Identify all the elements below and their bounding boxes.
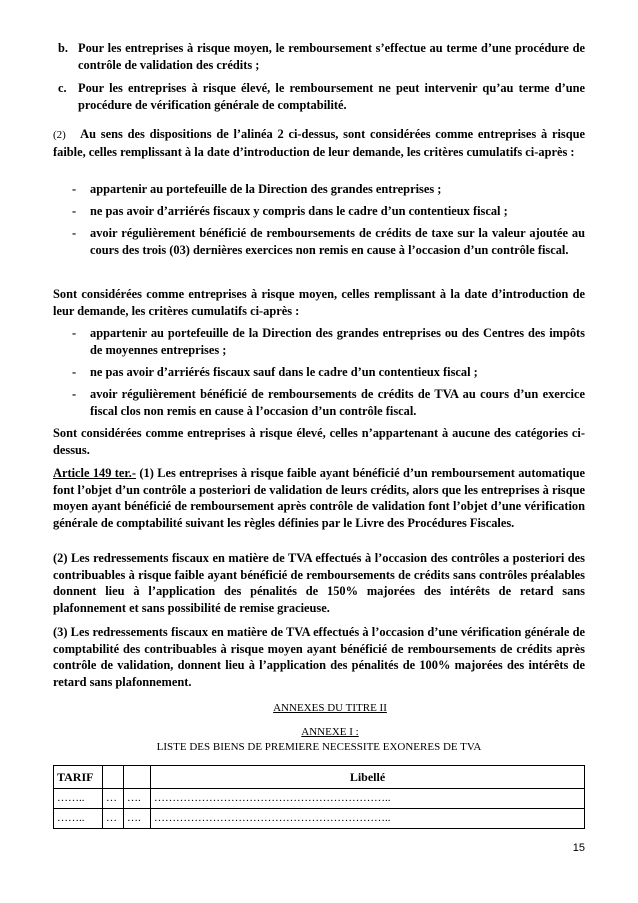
item-text: Pour les entreprises à risque élevé, le remboursement ne peut intervenir qu’au terme d’une procédure de vérification générale de comptabilité. [78,81,585,112]
table-row [54,809,585,829]
table-cell: ……………………………………………………….. [151,789,585,809]
paragraph-risque-faible [53,126,585,160]
dash-item: - ne pas avoir d’arriérés fiscaux sauf dans le cadre d’un contentieux fiscal ; [72,364,585,381]
article-paragraph-3: (3) Les redressements fiscaux en matière de TVA effectués à l’occasion d’une vérification générale de comptabilité des contribuables à risque moyen ayant bénéficié de remboursements de crédits après contrôle de validation, donnent lieu à l’application des pénalités de 100% majorées des intérêts de retard sans plafonnement. [53,625,585,689]
paragraph-risque-eleve: Sont considérées comme entreprises à risque élevé, celles n’appartenant à aucune des catégories ci-dessus. [53,426,585,457]
article-paragraph-2: (2) Les redressements fiscaux en matière de TVA effectués à l’occasion des contrôles a posteriori des contribuables à risque faible ayant bénéficié de remboursements de crédits sans contrôles préalables donnent lieu à l’application des pénalités de 150% majorées des intérêts de retard sans plafonnement et sans possibilité de remise gracieuse. [53,551,585,615]
article-paragraph-1: (1) Les entreprises à risque faible ayant bénéficié d’un remboursement automatique font l’objet d’un contrôle a posteriori de validation de leurs crédits, alors que les entreprises à risque moyen ayant bénéficié de remboursement après contrôle de validation font l’objet d’une vérification générale de comptabilité suivant les règles définies par le Livre des Procédures Fiscales. [53,466,586,530]
table-cell: …. [124,789,151,809]
table-header-row [54,766,585,789]
annexe-label: ANNEXE I : [301,726,359,738]
dash-item: - avoir régulièrement bénéficié de remboursements de crédits de TVA au cours d’un exercice fiscal clos non remis en cause à l’occasion d’un contrôle fiscal. [72,387,585,418]
article-title: Article 149 ter.- [53,466,137,480]
list-item-b [58,40,585,73]
table-row [54,789,585,809]
annexe-subtitle: LISTE DES BIENS DE PREMIERE NECESSITE EXONERES DE TVA [156,741,482,753]
annexes-title: ANNEXES DU TITRE II [273,702,387,714]
dash-item: - avoir régulièrement bénéficié de remboursements de crédits de taxe sur la valeur ajoutée au cours des trois (03) dernières exercices non remis en cause à l’occasion d’un contrôle fiscal. [72,226,585,257]
table-cell: …….. [54,809,103,829]
dash-item-text: ne pas avoir d’arriérés fiscaux sauf dans le cadre d’un contentieux fiscal ; [90,365,478,379]
table-cell: … [103,809,124,829]
list-item-c [58,80,585,113]
dash-item-text: avoir régulièrement bénéficié de remboursements de crédits de TVA au cours d’un exercice fiscal clos non remis en cause à l’occasion d’un contrôle fiscal. [90,387,585,418]
table-cell: …….. [54,789,103,809]
paragraph-number: (2) [53,129,66,141]
item-label: c. [58,81,67,95]
paragraph-text: Au sens des dispositions de l’alinéa 2 ci-dessus, sont considérées comme entreprises à risque faible, celles remplissant à la date d’introduction de leur demande, les critères cumulatifs ci-après : [53,127,585,159]
dash-item-text: appartenir au portefeuille de la Direction des grandes entreprises ; [90,182,442,196]
page-number: 15 [572,842,585,854]
item-label: b. [58,41,68,55]
tarif-table [53,765,585,829]
dash-item-text: avoir régulièrement bénéficié de remboursements de crédits de taxe sur la valeur ajoutée au cours des trois (03) dernières exercices non remis en cause à l’occasion d’un contrôle fiscal. [90,226,585,257]
table-cell: … [103,789,124,809]
table-cell: ……………………………………………………….. [151,809,585,829]
dash-item-text: ne pas avoir d’arriérés fiscaux y compris dans le cadre d’un contentieux fiscal ; [90,204,508,218]
table-header-tarif: TARIF [54,766,103,789]
table-cell: …. [124,809,151,829]
table-header-libelle: Libellé [151,766,585,789]
paragraph-risque-moyen: Sont considérées comme entreprises à risque moyen, celles remplissant à la date d’introduction de leur demande, les critères cumulatifs ci-après : [53,287,585,318]
dash-item-text: appartenir au portefeuille de la Direction des grandes entreprises ou des Centres des impôts de moyennes entreprises ; [90,326,585,357]
dash-item: - ne pas avoir d’arriérés fiscaux y compris dans le cadre d’un contentieux fiscal ; [72,203,585,220]
article-149-ter [53,465,585,531]
dash-item: - appartenir au portefeuille de la Direction des grandes entreprises ; [72,181,585,198]
item-text: Pour les entreprises à risque moyen, le remboursement s’effectue au terme d’une procédure de contrôle de validation des crédits ; [78,41,585,72]
dash-item: - appartenir au portefeuille de la Direction des grandes entreprises ou des Centres des impôts de moyennes entreprises ; [72,326,585,357]
